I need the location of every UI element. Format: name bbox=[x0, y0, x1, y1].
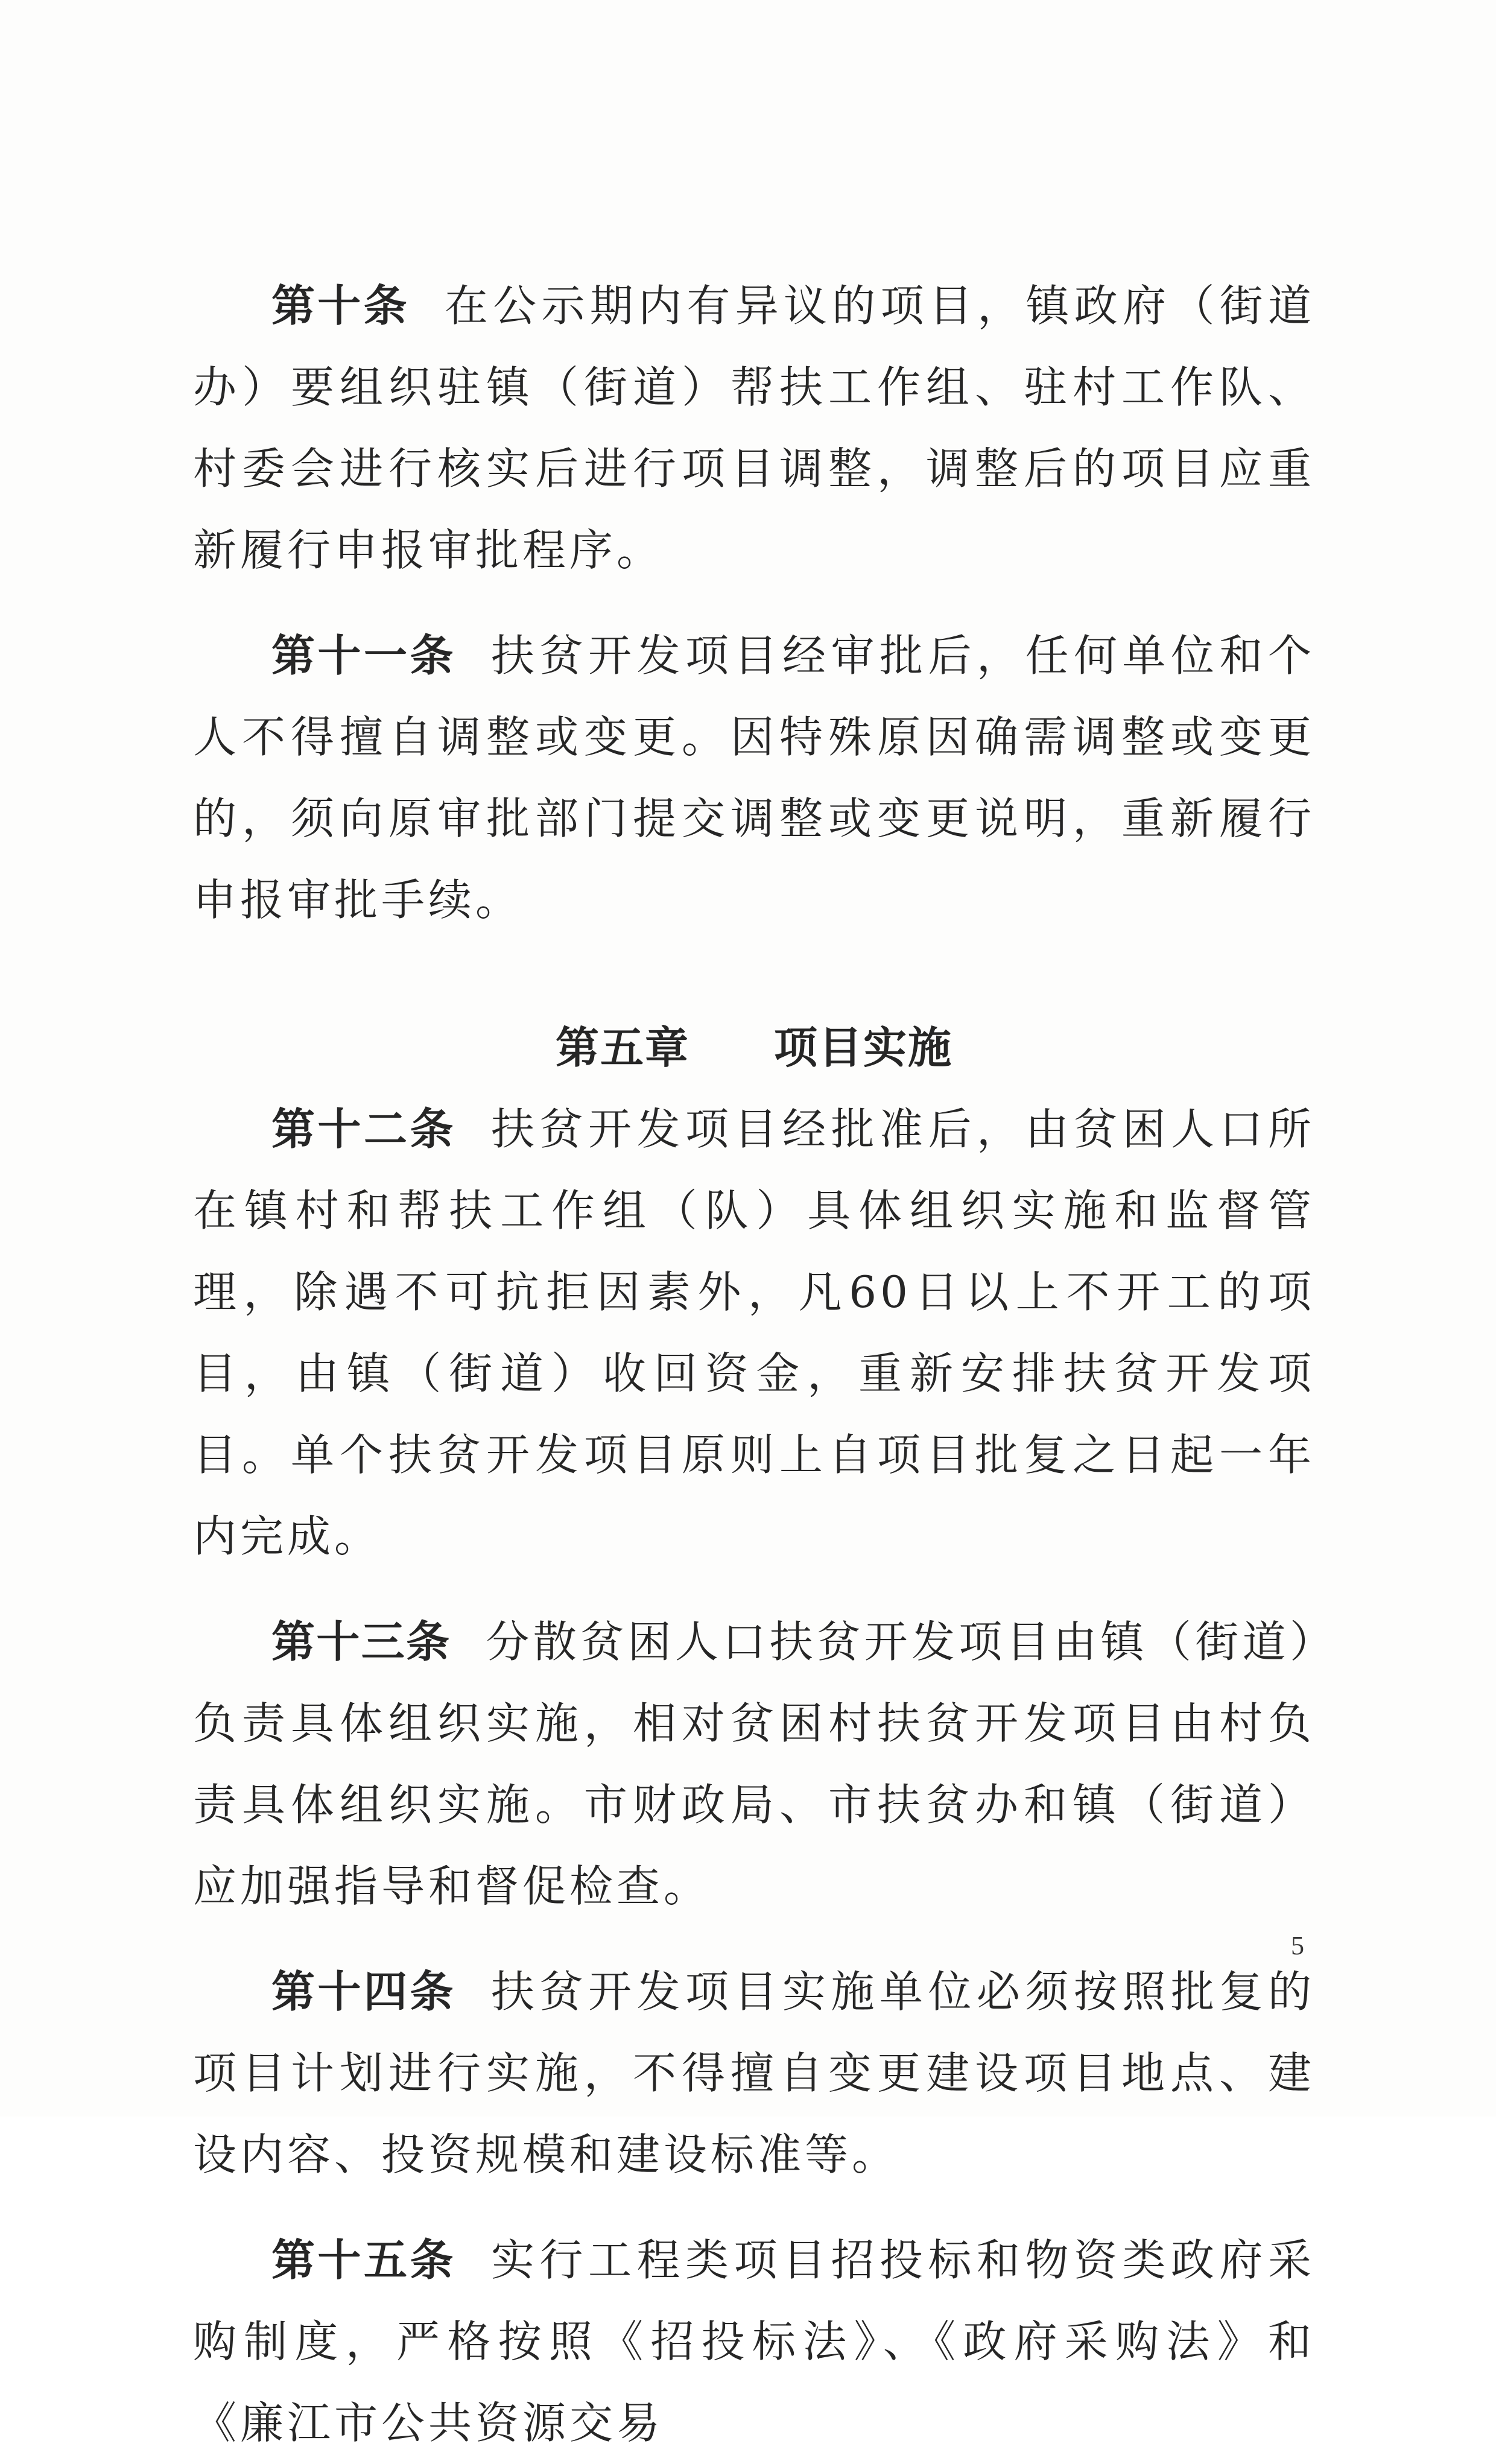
article-14 bbox=[193, 1951, 1315, 2196]
article-number: 第十四条 bbox=[271, 1966, 456, 2017]
document-body bbox=[193, 265, 1315, 2464]
article-15 bbox=[193, 2220, 1315, 2464]
chapter-heading bbox=[193, 1007, 1315, 1089]
article-11 bbox=[193, 615, 1315, 941]
article-13 bbox=[193, 1601, 1315, 1927]
chapter-number: 第五章 bbox=[555, 1022, 689, 1073]
article-10 bbox=[193, 265, 1315, 591]
article-text: 扶贫开发项目实施单位必须按照批复的项目计划进行实施，不得擅自变更建设项目地点、建设内容、投资规模和建设标准等。 bbox=[193, 1966, 1315, 2180]
article-number: 第十一条 bbox=[271, 630, 456, 681]
page-number: 5 bbox=[1291, 1931, 1304, 1960]
article-text: 扶贫开发项目经审批后，任何单位和个人不得擅自调整或变更。因特殊原因确需调整或变更的，须向原审批部门提交调整或变更说明，重新履行申报审批手续。 bbox=[193, 630, 1315, 925]
article-text: 分散贫困人口扶贫开发项目由镇（街道）负责具体组织实施，相对贫困村扶贫开发项目由村负责具体组织实施。市财政局、市扶贫办和镇（街道）应加强指导和督促检查。 bbox=[193, 1617, 1315, 1911]
chapter-title: 项目实施 bbox=[774, 1022, 953, 1073]
article-text: 在公示期内有异议的项目，镇政府（街道办）要组织驻镇（街道）帮扶工作组、驻村工作队、村委会进行核实后进行项目调整，调整后的项目应重新履行申报审批程序。 bbox=[193, 280, 1315, 575]
article-number: 第十条 bbox=[271, 280, 410, 331]
article-number: 第十二条 bbox=[271, 1104, 456, 1154]
article-text: 实行工程类项目招投标和物资类政府采购制度，严格按照《招投标法》、《政府采购法》和《廉江市公共资源交易 bbox=[193, 2235, 1315, 2448]
article-12 bbox=[193, 1089, 1315, 1577]
article-number: 第十五条 bbox=[271, 2235, 456, 2285]
article-text: 扶贫开发项目经批准后，由贫困人口所在镇村和帮扶工作组（队）具体组织实施和监督管理，除遇不可抗拒因素外，凡60日以上不开工的项目，由镇（街道）收回资金，重新安排扶贫开发项目。单个扶贫开发项目原则上自项目批复之日起一年内完成。 bbox=[193, 1104, 1315, 1562]
article-number: 第十三条 bbox=[271, 1617, 451, 1667]
